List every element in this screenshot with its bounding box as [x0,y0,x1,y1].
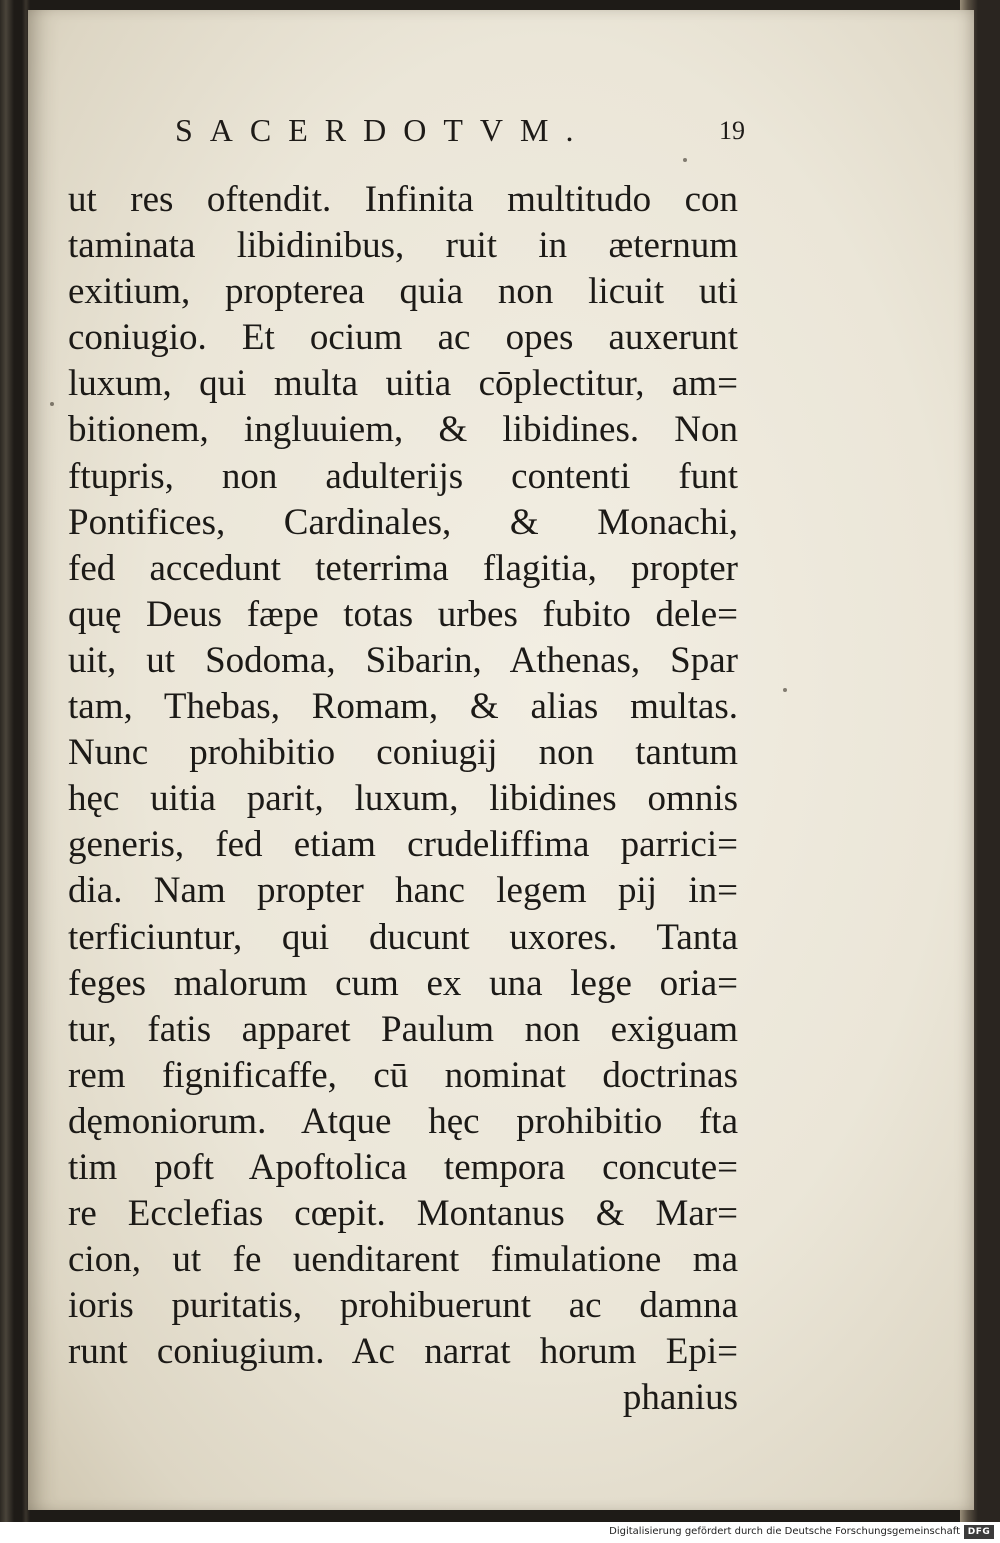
text-line: Pontifices, Cardinales, & Monachi, [68,501,738,543]
text-line: phanius [622,1377,738,1419]
text-line: tam, Thebas, Romam, & alias multas. [68,686,738,728]
digitization-credit: Digitalisierung gefördert durch die Deutsche Forschungsgemeinschaft [609,1526,960,1537]
page-number: 19 [719,116,745,145]
text-line: ut res oftendit. Infinita multitudo con [68,179,738,220]
text-line: bitionem, ingluuiem, & libidines. Non [68,409,738,451]
text-line: rem fignificaffe, cū nominat doctrinas [68,1054,738,1096]
text-line: tim poft Apoftolica tempora concute= [68,1146,738,1188]
text-line: coniugio. Et ocium ac opes auxerunt [68,317,738,359]
text-line: taminata libidinibus, ruit in æternum [68,225,738,267]
ink-speck [783,688,787,692]
text-line: dęmoniorum. Atque hęc prohibitio fta [68,1100,738,1142]
text-line: ftupris, non adulterijs contenti funt [68,455,738,497]
footer-bar [0,1522,1000,1543]
text-line: Nunc prohibitio coniugij non tantum [68,732,738,774]
text-line: luxum, qui multa uitia cōplectitur, am= [68,363,738,405]
text-line: dia. Nam propter hanc legem pij in= [68,870,738,912]
text-line: cion, ut fe uenditarent fimulatione ma [68,1239,738,1281]
ink-speck [683,158,687,162]
text-line: exitium, propterea quia non licuit uti [68,271,738,313]
text-line: uit, ut Sodoma, Sibarin, Athenas, Spar [68,639,738,681]
body-text [68,177,738,1422]
ink-speck [50,402,54,406]
page-header [175,110,745,150]
text-line: fed accedunt teterrima flagitia, propter [68,547,738,589]
text-line: hęc uitia parit, luxum, libidines omnis [68,778,738,820]
text-line: runt coniugium. Ac narrat horum Epi= [68,1331,738,1373]
running-title: SACERDOTVM. [175,112,591,148]
text-line: feges malorum cum ex una lege oria= [68,962,738,1004]
text-line: tur, fatis apparet Paulum non exiguam [68,1008,738,1050]
dfg-logo: DFG [964,1525,994,1539]
text-line: ioris puritatis, prohibuerunt ac damna [68,1285,738,1327]
text-line: generis, fed etiam crudeliffima parrici= [68,824,738,866]
text-line: re Ecclefias cœpit. Montanus & Mar= [68,1193,738,1235]
text-line: terficiuntur, qui ducunt uxores. Tanta [68,916,738,958]
text-line: quę Deus fæpe totas urbes fubito dele= [68,593,738,635]
